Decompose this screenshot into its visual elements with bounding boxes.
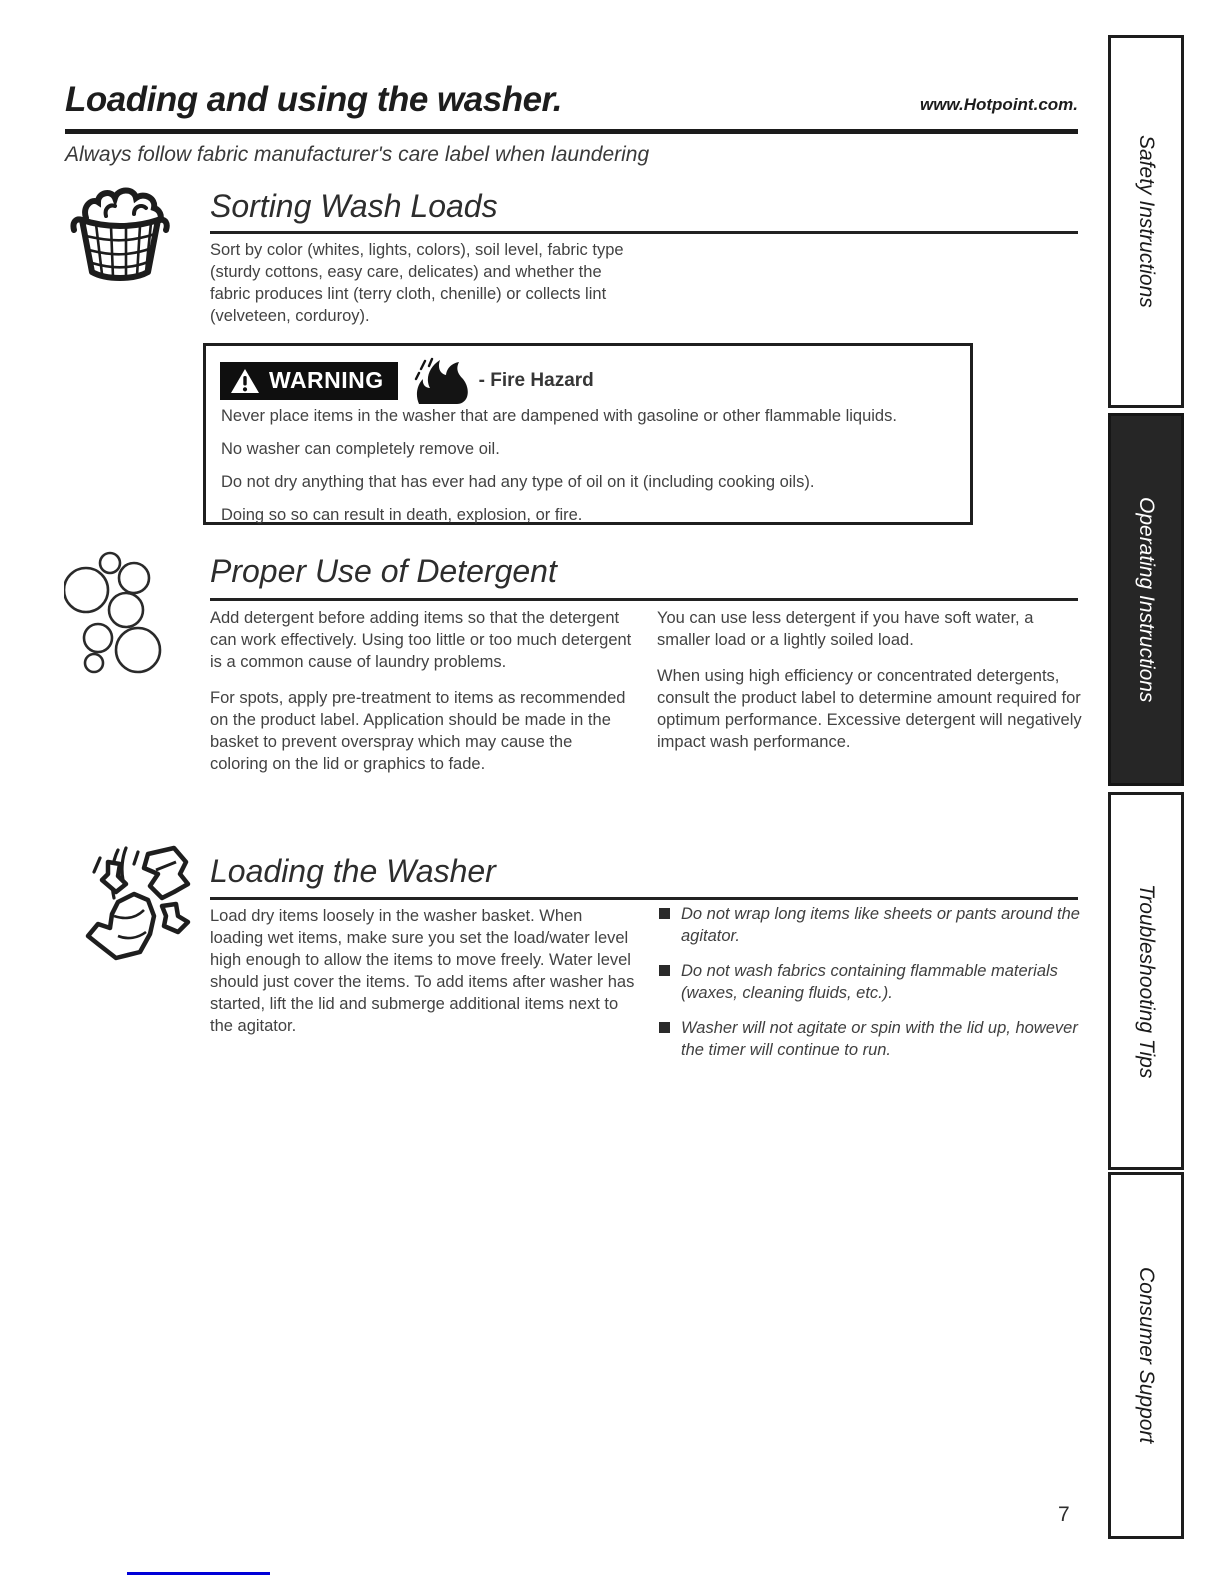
section-heading-loading: Loading the Washer	[210, 853, 496, 889]
bullet-square-icon	[659, 1022, 670, 1033]
loading-body-text: Load dry items loosely in the washer basket. When loading wet items, make sure you set the load/water level high enough to allow the items to move freely. Water level should just cover the items. To add items after washer has started, lift the lid and submerge additional items next to the agitator.	[210, 907, 635, 1035]
warning-box	[203, 343, 973, 525]
page-number: 7	[1058, 1503, 1070, 1526]
section-divider-sorting	[210, 231, 1078, 234]
sorting-body-text: Sort by color (whites, lights, colors), soil level, fabric type (sturdy cottons, easy care, delicates) and whether the fabric produces lint (terry cloth, chenille) or collects lint (velveteen, corduroy).	[210, 241, 624, 325]
warning-text-lines	[221, 405, 969, 537]
warning-badge-label: WARNING	[269, 367, 384, 393]
soap-bubbles-icon	[64, 546, 174, 683]
sidebar-tab-troubleshooting-tips	[1108, 792, 1184, 1170]
fire-hazard-label: - Fire Hazard	[478, 370, 594, 391]
warning-triangle-icon	[230, 368, 260, 394]
bullet-text: Do not wrap long items like sheets or pants around the agitator.	[681, 905, 1080, 945]
sidebar-tab-consumer-support	[1108, 1172, 1184, 1539]
title-divider	[65, 129, 1078, 134]
website-url: www.Hotpoint.com.	[919, 95, 1078, 114]
paragraph: When using high efficiency or concentrated detergents, consult the product label to determine amount required for optimum performance. Excessive detergent will negatively impact wash performance.	[657, 667, 1082, 751]
detergent-right-column	[657, 607, 1085, 767]
sidebar-tab-label: Troubleshooting Tips	[1135, 883, 1158, 1079]
bullet-text: Do not wash fabrics containing flammable materials (waxes, cleaning fluids, etc.).	[681, 962, 1058, 1002]
page-title: Loading and using the washer.	[65, 80, 562, 119]
warning-line: Doing so so can result in death, explosion, or fire.	[221, 506, 583, 524]
warning-badge	[220, 362, 398, 400]
section-heading-detergent: Proper Use of Detergent	[210, 553, 557, 589]
sidebar-tab-label: Operating Instructions	[1135, 496, 1158, 703]
sidebar-tab-safety-instructions	[1108, 35, 1184, 408]
fire-icon	[413, 357, 471, 405]
sidebar-tab-operating-instructions	[1108, 413, 1184, 786]
paragraph: You can use less detergent if you have soft water, a smaller load or a lightly soiled load.	[657, 609, 1034, 649]
bottom-blue-line	[127, 1572, 270, 1575]
bullet-text: Washer will not agitate or spin with the lid up, however the timer will continue to run.	[681, 1019, 1078, 1059]
list-item	[659, 960, 1089, 1004]
page-subtitle: Always follow fabric manufacturer's care label when laundering	[65, 143, 650, 166]
paragraph: For spots, apply pre-treatment to items as recommended on the product label. Application should be made in the basket to prevent overspray which may cause the coloring on the lid or graphics to fade.	[210, 689, 626, 773]
section-divider-detergent	[210, 598, 1078, 601]
bullet-square-icon	[659, 908, 670, 919]
laundry-basket-icon	[68, 184, 172, 289]
list-item	[659, 1017, 1089, 1061]
detergent-left-column	[210, 607, 632, 789]
warning-line: No washer can completely remove oil.	[221, 440, 500, 458]
list-item	[659, 903, 1089, 947]
sidebar-tab-label: Consumer Support	[1135, 1267, 1158, 1444]
warning-header	[220, 357, 594, 405]
falling-clothes-icon	[78, 840, 204, 971]
loading-bullet-list	[659, 903, 1089, 1074]
section-heading-sorting: Sorting Wash Loads	[210, 188, 498, 224]
bullet-square-icon	[659, 965, 670, 976]
warning-line: Do not dry anything that has ever had any type of oil on it (including cooking oils).	[221, 473, 815, 491]
sidebar-tab-label: Safety Instructions	[1135, 135, 1158, 308]
paragraph: Add detergent before adding items so that the detergent can work effectively. Using too little or too much detergent is a common cause of laundry problems.	[210, 609, 632, 671]
warning-line: Never place items in the washer that are dampened with gasoline or other flammable liquids.	[221, 407, 897, 425]
section-divider-loading	[210, 897, 1078, 900]
